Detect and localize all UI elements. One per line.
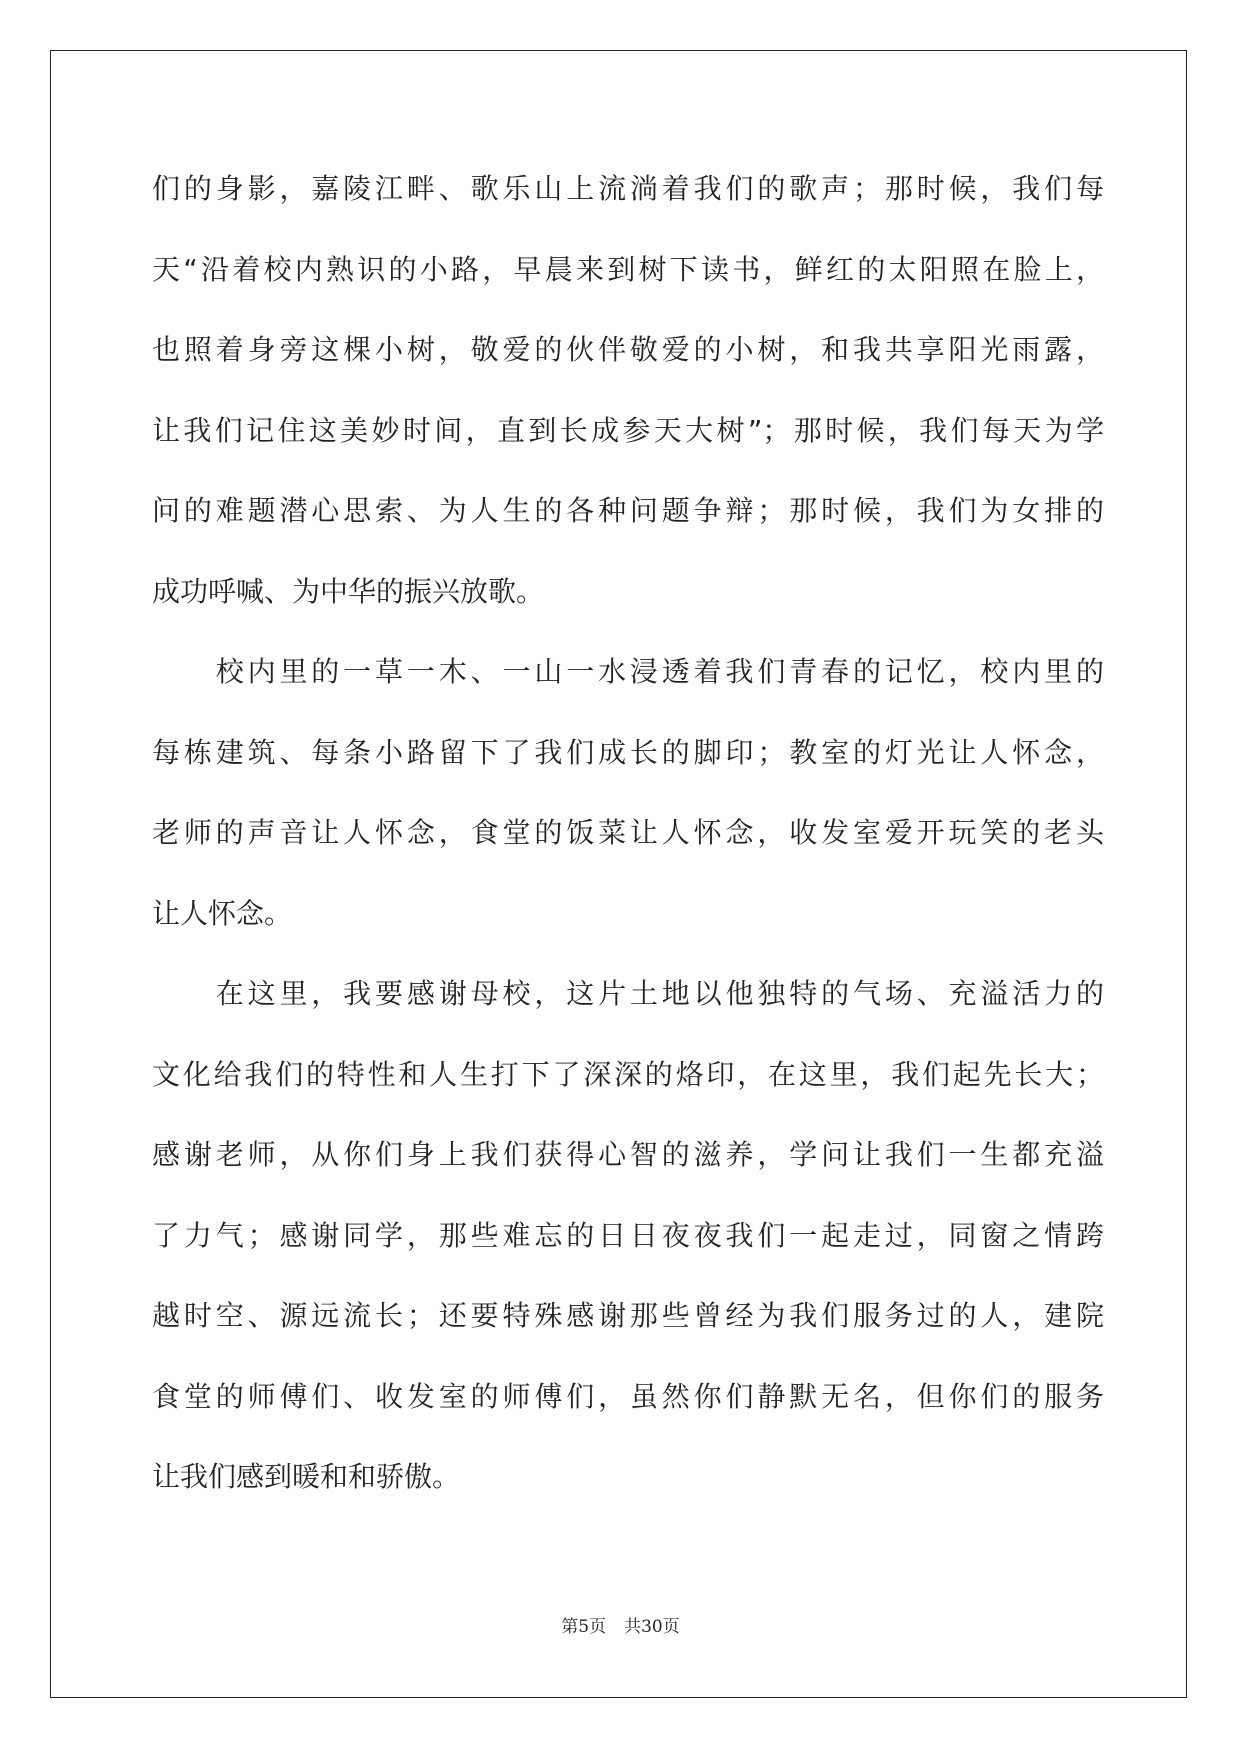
text-line: 每栋建筑、每条小路留下了我们成长的脚印；教室的灯光让人怀念， <box>152 735 1104 769</box>
text-line: 们的身影，嘉陵江畔、歌乐山上流淌着我们的歌声；那时候，我们每 <box>152 172 1104 205</box>
page-footer <box>0 1612 1241 1637</box>
page-total: 共30页 <box>624 1617 680 1637</box>
text-line: 问的难题潜心思索、为人生的各种问题争辩；那时候，我们为女排的 <box>152 494 1104 527</box>
text-line: 让人怀念。 <box>152 896 293 930</box>
text-line: 让我们记住这美妙时间，直到长成参天大树”；那时候，我们每天为学 <box>152 413 1104 447</box>
text-line: 感谢老师，从你们身上我们获得心智的滋养，学问让我们一生都充溢 <box>152 1138 1104 1171</box>
text-line: 成功呼喊、为中华的振兴放歌。 <box>152 574 545 608</box>
text-line: 老师的声音让人怀念，食堂的饭菜让人怀念，收发室爱开玩笑的老头 <box>152 816 1104 849</box>
paragraph-3 <box>152 971 1104 1535</box>
paragraph-2 <box>152 649 1104 971</box>
paragraph-1 <box>152 166 1104 649</box>
document-body <box>152 166 1104 1535</box>
text-line: 也照着身旁这棵小树，敬爱的伙伴敬爱的小树，和我共享阳光雨露， <box>152 333 1104 366</box>
text-line: 让我们感到暖和和骄傲。 <box>152 1460 461 1493</box>
text-line: 越时空、源远流长；还要特殊感谢那些曾经为我们服务过的人，建院 <box>152 1299 1104 1332</box>
text-line: 食堂的师傅们、收发室的师傅们，虽然你们静默无名，但你们的服务 <box>152 1379 1104 1413</box>
page-number: 第5页 <box>561 1617 607 1637</box>
text-line: 校内里的一草一木、一山一水浸透着我们青春的记忆，校内里的 <box>152 655 1104 688</box>
text-line: 天“沿着校内熟识的小路，早晨来到树下读书，鲜红的太阳照在脸上， <box>152 252 1104 286</box>
text-line: 文化给我们的特性和人生打下了深深的烙印，在这里，我们起先长大； <box>152 1057 1104 1091</box>
text-line: 了力气；感谢同学，那些难忘的日日夜夜我们一起走过，同窗之情跨 <box>152 1218 1104 1252</box>
text-line: 在这里，我要感谢母校，这片土地以他独特的气场、充溢活力的 <box>152 977 1104 1010</box>
